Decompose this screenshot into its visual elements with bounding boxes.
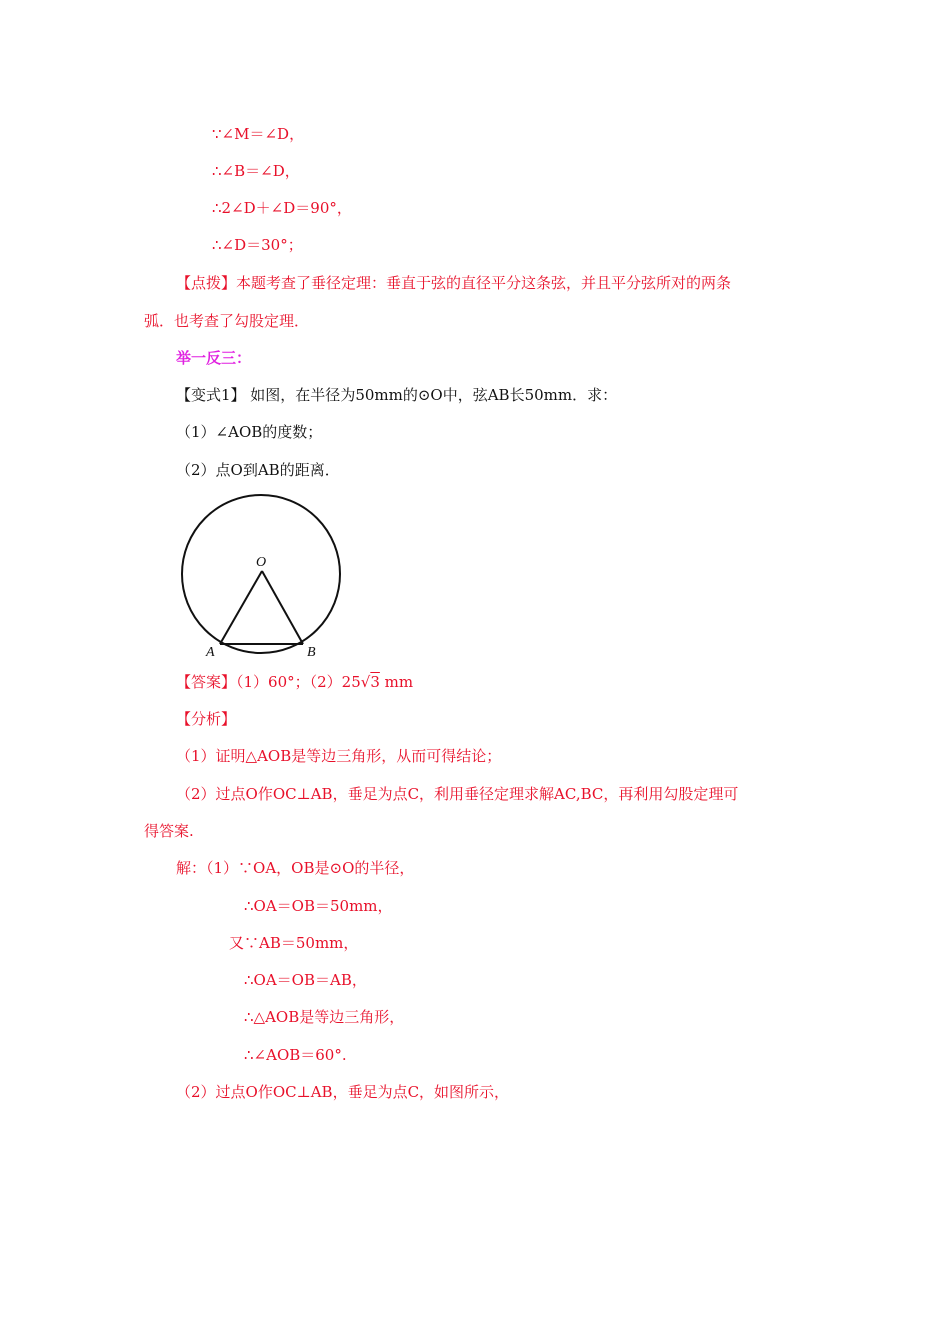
radius-ob (262, 571, 303, 644)
tip-line-2: 弧．也考查了勾股定理． (144, 312, 310, 330)
answer-unit: mm (384, 673, 414, 691)
solution-line-2: ∴OA＝OB＝50mm， (244, 897, 393, 915)
answer-line (176, 672, 413, 692)
solution-line-7: （2）过点O作OC⊥AB，垂足为点C，如图所示， (176, 1083, 510, 1101)
proof-line-3: ∴2∠D＋∠D＝90°， (212, 199, 352, 217)
solution-line-6: ∴∠AOB＝60°. (244, 1046, 347, 1064)
label-a: A (206, 645, 215, 660)
proof-line-2: ∴∠B＝∠D， (212, 162, 300, 180)
section-title: 举一反三： (176, 349, 252, 367)
solution-line-3: 又∵AB＝50mm， (229, 934, 359, 952)
circle-figure (176, 488, 346, 664)
analysis-part-2-line-2: 得答案. (144, 822, 194, 840)
problem-stem: 【变式1】 如图，在半径为50mm的⊙O中，弦AB长50mm．求： (176, 386, 618, 404)
label-o: O (256, 555, 267, 570)
analysis-part-2-line-1: （2）过点O作OC⊥AB，垂足为点C，利用垂径定理求解AC,BC，再利用勾股定理可 (176, 785, 739, 803)
sqrt-symbol: √ (360, 673, 371, 691)
answer-prefix: 【答案】（1）60°；（2）25 (176, 673, 361, 691)
problem-question-2: （2）点O到AB的距离． (176, 461, 340, 479)
proof-line-1: ∵∠M＝∠D， (212, 125, 305, 143)
problem-question-1: （1）∠AOB的度数； (176, 423, 323, 441)
solution-line-1: 解：（1）∵OA，OB是⊙O的半径， (176, 859, 415, 877)
radius-oa (220, 571, 262, 644)
tip-line-1: 【点拨】本题考查了垂径定理：垂直于弦的直径平分这条弦，并且平分弦所对的两条 (176, 274, 732, 292)
solution-line-4: ∴OA＝OB＝AB， (244, 971, 367, 989)
analysis-part-1: （1）证明△AOB是等边三角形，从而可得结论； (176, 747, 502, 765)
proof-line-4: ∴∠D＝30°； (212, 236, 303, 254)
answer-radicand: 3 (370, 673, 380, 691)
analysis-heading: 【分析】 (176, 710, 237, 728)
label-b: B (307, 645, 316, 660)
solution-line-5: ∴△AOB是等边三角形， (244, 1008, 405, 1026)
